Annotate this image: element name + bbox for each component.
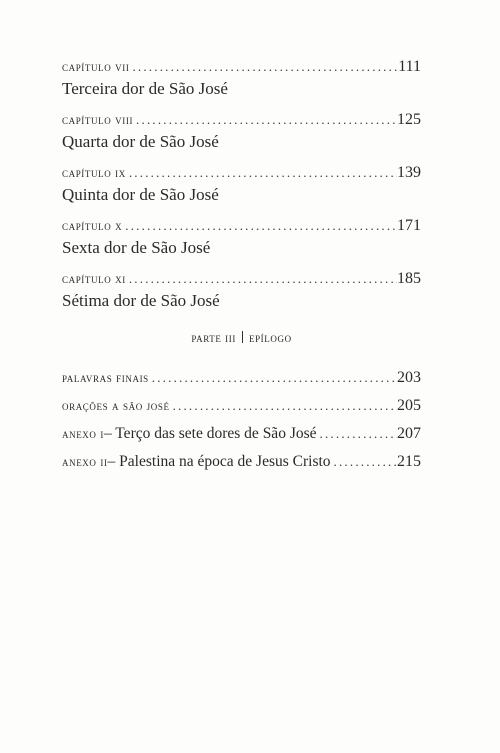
part-label: parte iii xyxy=(191,331,236,345)
page-number: 203 xyxy=(397,369,421,386)
entry-label: anexo ii xyxy=(62,454,108,469)
page-number: 207 xyxy=(397,425,421,442)
toc-line xyxy=(62,111,421,129)
page-number: 171 xyxy=(397,217,421,234)
chapter-subtitle: Quinta dor de São José xyxy=(62,185,219,204)
entry-title: – Terço das sete dores de São José xyxy=(103,425,317,442)
chapter-label: capítulo ix xyxy=(62,165,126,180)
toc-line xyxy=(62,58,421,76)
toc-entry-palavras-finais[interactable] xyxy=(62,369,421,397)
toc-line xyxy=(62,164,421,182)
toc-entry-anexo-ii[interactable] xyxy=(62,453,421,481)
toc-line xyxy=(62,425,421,443)
chapter-subtitle: Sexta dor de São José xyxy=(62,238,211,257)
toc-line xyxy=(62,453,421,471)
entry-label: palavras finais xyxy=(62,370,149,385)
toc-line xyxy=(62,217,421,235)
toc-line xyxy=(62,270,421,288)
page-number: 215 xyxy=(397,453,421,470)
chapter-subtitle: Quarta dor de São José xyxy=(62,132,219,151)
toc-entry-chapter-vii[interactable] xyxy=(62,58,421,111)
toc-entry-chapter-viii[interactable] xyxy=(62,111,421,164)
chapter-label: capítulo viii xyxy=(62,112,134,127)
entry-label: anexo i xyxy=(62,426,104,441)
leader-dots xyxy=(149,370,397,386)
toc-entry-oracoes[interactable] xyxy=(62,397,421,425)
chapter-label: capítulo x xyxy=(62,218,123,233)
toc-entry-chapter-ix[interactable] xyxy=(62,164,421,217)
page-number: 125 xyxy=(397,111,421,128)
toc-entry-chapter-x[interactable] xyxy=(62,217,421,270)
entry-label: orações a são josé xyxy=(62,398,170,413)
part-heading xyxy=(62,331,421,369)
leader-dots xyxy=(126,165,397,181)
page-number: 139 xyxy=(397,164,421,181)
toc-line xyxy=(62,397,421,415)
page-number: 205 xyxy=(397,397,421,414)
leader-dots xyxy=(133,112,397,128)
chapter-label: capítulo vii xyxy=(62,59,130,74)
leader-dots xyxy=(129,59,398,75)
table-of-contents xyxy=(62,58,421,481)
toc-entry-chapter-xi[interactable] xyxy=(62,270,421,323)
leader-dots xyxy=(170,398,397,414)
leader-dots xyxy=(122,218,397,234)
toc-entry-anexo-i[interactable] xyxy=(62,425,421,453)
part-title: epílogo xyxy=(248,331,292,345)
leader-dots xyxy=(126,271,397,287)
chapter-subtitle: Terceira dor de São José xyxy=(62,79,228,98)
leader-dots xyxy=(331,454,397,470)
chapter-subtitle: Sétima dor de São José xyxy=(62,291,220,310)
entry-title: – Palestina na época de Jesus Cristo xyxy=(107,453,331,470)
leader-dots xyxy=(317,426,397,442)
part-separator xyxy=(242,331,243,343)
page-number: 111 xyxy=(398,58,421,75)
chapter-label: capítulo xi xyxy=(62,271,126,286)
page-number: 185 xyxy=(397,270,421,287)
toc-line xyxy=(62,369,421,387)
